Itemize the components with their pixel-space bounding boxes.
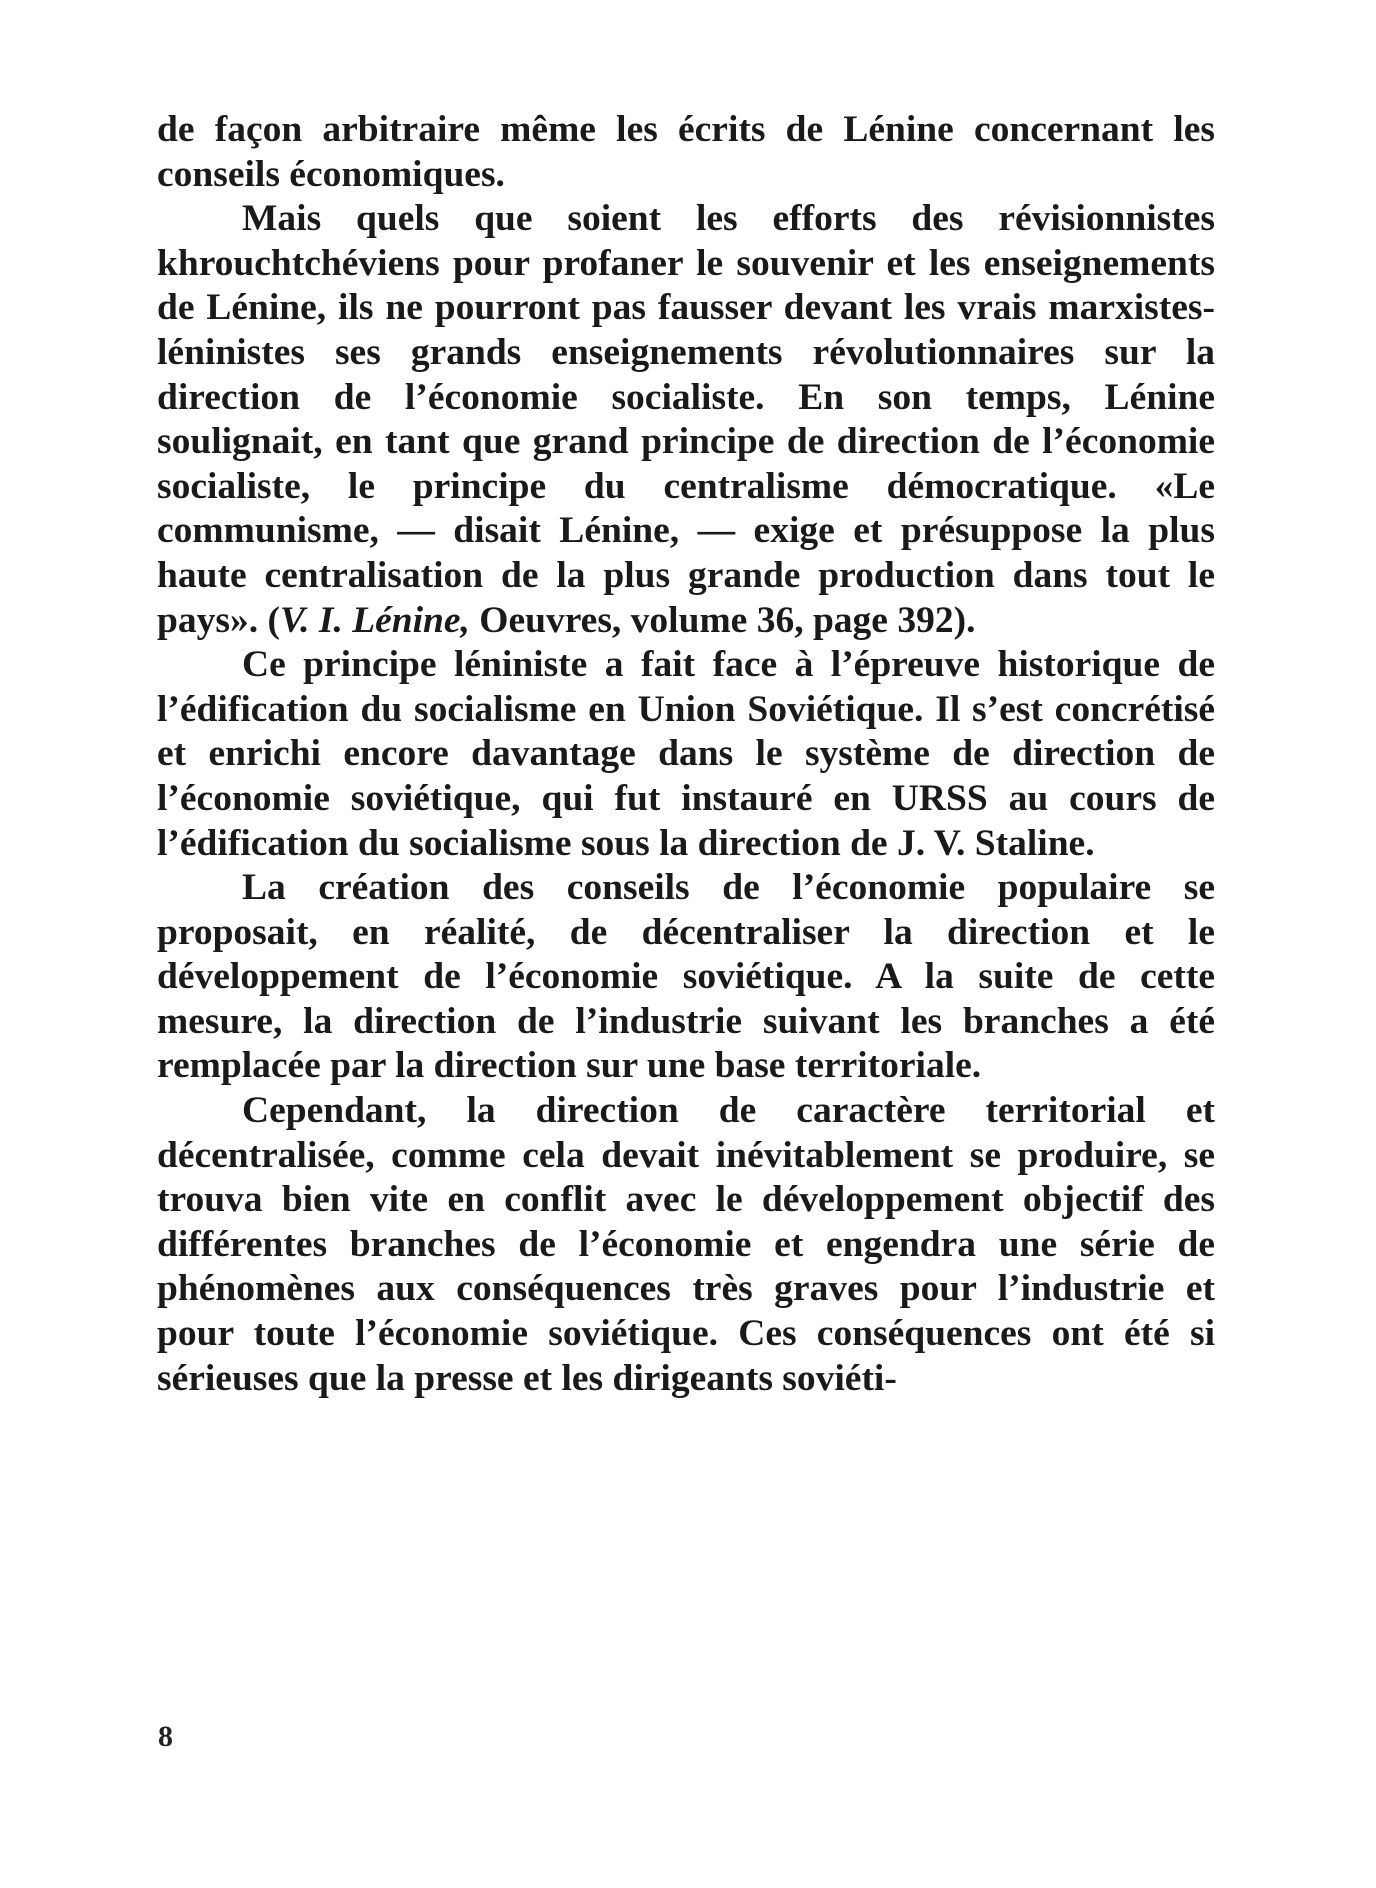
paragraph-territorial-direction: Cependant, la direction de caractère territorial et décentralisée, comme cela devait inévitablement se produire, se trouva bien vite en conflit avec le développement objectif des différentes branches de l’économie et engendra une série de phénomènes aux conséquences très graves pour l’industrie et pour toute l’économie soviétique. Ces conséquences ont été si sérieuses que la presse et les dirigeants soviéti- bbox=[157, 1090, 1215, 1399]
body-text bbox=[157, 108, 1215, 1401]
citation-source: Oeuvres, volume 36, page 392). bbox=[469, 599, 976, 641]
paragraph-leninist-principle: Ce principe léniniste a fait face à l’épreuve historique de l’édification du socialisme en Union Soviétique. Il s’est concrétisé et enrichi encore davantage dans le système de direction de l’économie soviétique, qui fut instauré en URSS au cours de l’édification du socialisme sous la direction de J. V. Staline. bbox=[157, 644, 1215, 864]
page-number: 8 bbox=[158, 1720, 173, 1753]
paragraph-continuation: de façon arbitraire même les écrits de Lénine concernant les conseils économiques. bbox=[157, 109, 1215, 195]
citation-author: V. I. Lénine, bbox=[279, 599, 470, 641]
paragraph-economic-councils: La création des conseils de l’économie populaire se proposait, en réalité, de décentraliser la direction et le développement de l’économie soviétique. A la suite de cette mesure, la direction de l’industrie suivant les branches a été remplacée par la direction sur une base territoriale. bbox=[157, 867, 1215, 1087]
paragraph-text: Mais quels que soient les efforts des révisionnistes khrouchtchéviens pour profaner le souvenir et les enseignements de Lénine, ils ne pourront pas fausser devant les vrais marxistes-léninistes ses grands enseignements révolutionnaires sur la direction de l’économie socialiste. En son temps, Lénine soulignait, en tant que grand principe de direction de l’économie socialiste, le principe du centralisme démocratique. «Le communisme, — disait Lénine, — exige et présuppose la plus haute centralisation de la plus grande production dans tout le pays». ( bbox=[157, 198, 1215, 641]
paragraph-revisionists bbox=[157, 197, 1215, 643]
